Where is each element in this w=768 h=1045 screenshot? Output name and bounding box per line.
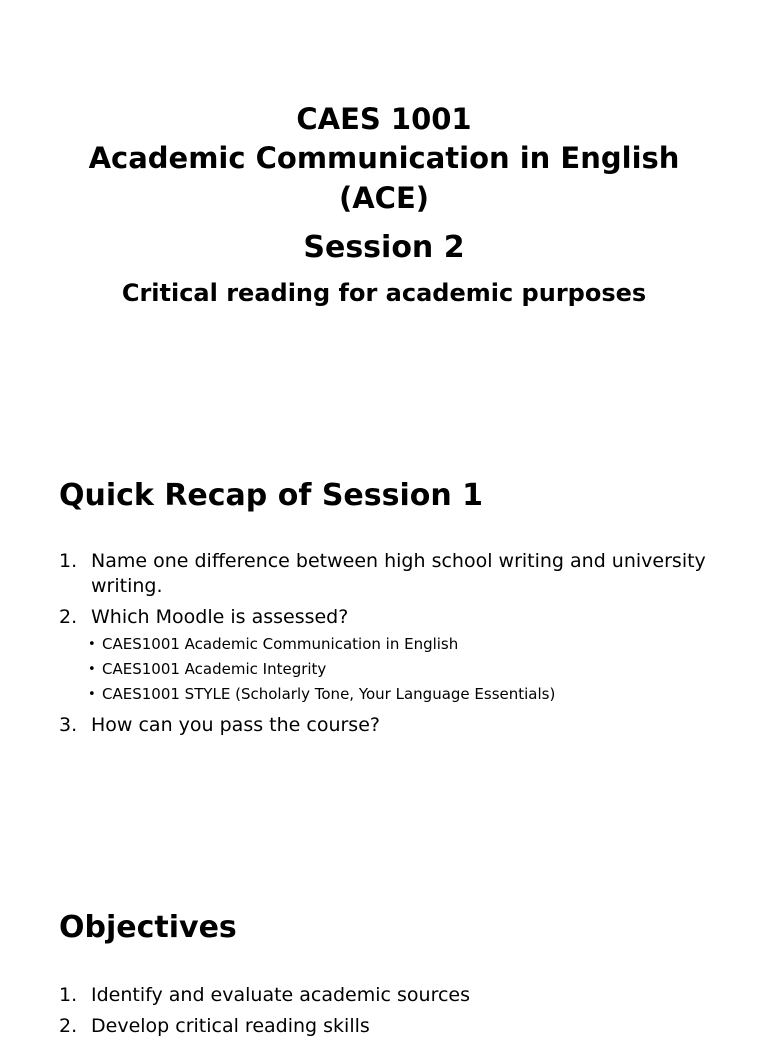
item-number: 1. xyxy=(59,550,78,572)
recap-heading: Quick Recap of Session 1 xyxy=(59,478,484,513)
sub-list-item: • CAES1001 Academic Integrity xyxy=(91,657,719,682)
course-code: CAES 1001 xyxy=(296,102,472,136)
recap-list xyxy=(59,549,719,744)
item-text: Name one difference between high school writing and university writing. xyxy=(91,550,706,597)
moodle-sub-list xyxy=(91,632,719,707)
item-number: 1. xyxy=(59,984,78,1006)
list-item xyxy=(59,1014,719,1039)
item-text: Identify and evaluate academic sources xyxy=(91,984,471,1006)
objectives-heading: Objectives xyxy=(59,910,237,945)
list-item xyxy=(59,605,719,707)
session-title: Session 2 xyxy=(303,230,465,265)
item-text: Which Moodle is assessed? xyxy=(91,606,349,628)
item-number: 3. xyxy=(59,714,78,736)
item-text: How can you pass the course? xyxy=(91,714,380,736)
course-name: Academic Communication in English xyxy=(88,141,680,175)
list-item xyxy=(59,549,719,599)
sub-list-item: • CAES1001 Academic Communication in English xyxy=(91,632,719,657)
objectives-list xyxy=(59,983,719,1045)
item-number: 2. xyxy=(59,1015,78,1037)
list-item xyxy=(59,983,719,1008)
session-subtitle: Critical reading for academic purposes xyxy=(121,279,647,307)
course-abbreviation: (ACE) xyxy=(338,181,430,215)
item-number: 2. xyxy=(59,606,78,628)
sub-list-item: • CAES1001 STYLE (Scholarly Tone, Your Language Essentials) xyxy=(91,682,719,707)
item-text: Develop critical reading skills xyxy=(91,1015,370,1037)
list-item xyxy=(59,713,719,738)
